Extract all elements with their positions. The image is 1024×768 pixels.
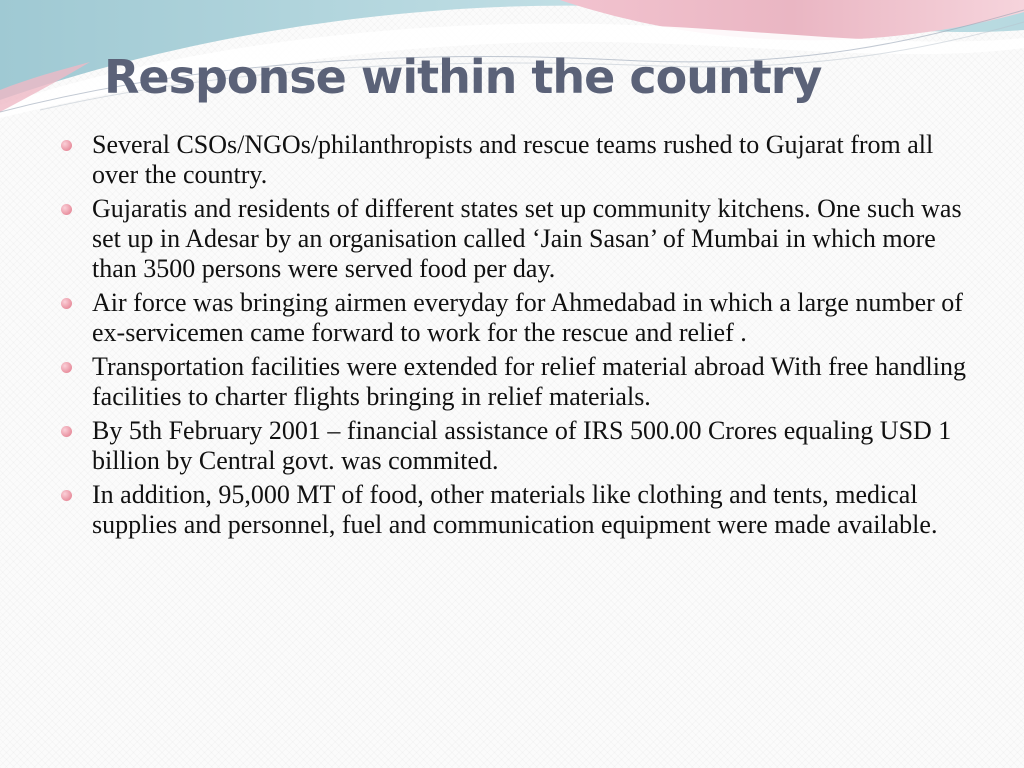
bullet-dot-icon xyxy=(61,140,72,151)
bullet-text: In addition, 95,000 MT of food, other materials like clothing and tents, medical supplies and personnel, fuel and communication equipment were made available. xyxy=(92,480,938,539)
bullet-dot-icon xyxy=(61,298,72,309)
bullet-list xyxy=(92,130,972,544)
bullet-text: Gujaratis and residents of different states set up community kitchens. One such was set up in Adesar by an organisation called ‘Jain Sasan’ of Mumbai in which more than 3500 persons were served food per day. xyxy=(92,194,962,283)
list-item xyxy=(92,416,972,476)
bullet-text: Air force was bringing airmen everyday for Ahmedabad in which a large number of ex-servicemen came forward to work for the rescue and relief . xyxy=(92,288,963,347)
bullet-dot-icon xyxy=(61,426,72,437)
bullet-text: By 5th February 2001 – financial assistance of IRS 500.00 Crores equaling USD 1 billion by Central govt. was commited. xyxy=(92,416,952,475)
bullet-dot-icon xyxy=(61,490,72,501)
bullet-text: Several CSOs/NGOs/philanthropists and rescue teams rushed to Gujarat from all over the country. xyxy=(92,130,934,189)
list-item xyxy=(92,130,972,190)
list-item xyxy=(92,288,972,348)
list-item xyxy=(92,352,972,412)
bullet-dot-icon xyxy=(61,362,72,373)
list-item xyxy=(92,194,972,284)
bullet-text: Transportation facilities were extended for relief material abroad With free handling facilities to charter flights bringing in relief materials. xyxy=(92,352,966,411)
list-item xyxy=(92,480,972,540)
slide-title: Response within the country xyxy=(104,50,822,104)
bullet-dot-icon xyxy=(61,204,72,215)
